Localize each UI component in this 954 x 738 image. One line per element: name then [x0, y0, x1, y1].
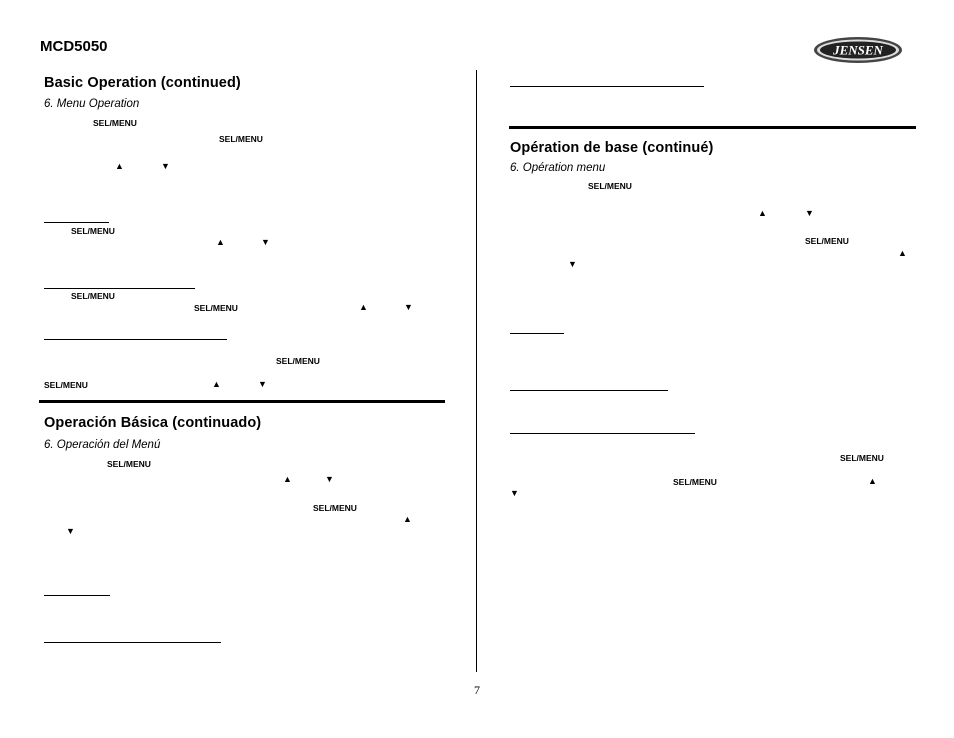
english-subtitle: 6. Menu Operation — [44, 98, 140, 110]
sel-menu-label: SEL/MENU — [107, 459, 151, 469]
down-arrow-icon: ▼ — [805, 208, 814, 218]
subsection-underline — [510, 86, 704, 87]
english-section-title: Basic Operation (continued) — [44, 75, 241, 91]
subsection-underline — [510, 433, 695, 434]
sel-menu-label: SEL/MENU — [71, 291, 115, 301]
down-arrow-icon: ▼ — [66, 526, 75, 536]
down-arrow-icon: ▼ — [161, 161, 170, 171]
logo-text: JENSEN — [833, 42, 883, 58]
down-arrow-icon: ▼ — [404, 302, 413, 312]
sel-menu-label: SEL/MENU — [840, 453, 884, 463]
subsection-underline — [44, 642, 221, 643]
up-arrow-icon: ▲ — [758, 208, 767, 218]
spanish-section-title: Operación Básica (continuado) — [44, 415, 262, 431]
subsection-underline — [44, 339, 227, 340]
spanish-subtitle: 6. Operación del Menú — [44, 439, 161, 451]
subsection-underline — [44, 288, 195, 289]
down-arrow-icon: ▼ — [510, 488, 519, 498]
page-number: 7 — [474, 683, 480, 697]
sel-menu-label: SEL/MENU — [673, 477, 717, 487]
jensen-logo — [813, 36, 903, 64]
up-arrow-icon: ▲ — [115, 161, 124, 171]
up-arrow-icon: ▲ — [283, 474, 292, 484]
down-arrow-icon: ▼ — [258, 379, 267, 389]
sel-menu-label: SEL/MENU — [805, 236, 849, 246]
subsection-underline — [510, 390, 668, 391]
french-subtitle: 6. Opération menu — [510, 162, 606, 174]
subsection-underline — [510, 333, 564, 334]
subsection-underline — [44, 595, 110, 596]
up-arrow-icon: ▲ — [898, 248, 907, 258]
up-arrow-icon: ▲ — [868, 476, 877, 486]
down-arrow-icon: ▼ — [261, 237, 270, 247]
up-arrow-icon: ▲ — [216, 237, 225, 247]
sel-menu-label: SEL/MENU — [93, 118, 137, 128]
down-arrow-icon: ▼ — [325, 474, 334, 484]
subsection-underline — [44, 222, 109, 223]
sel-menu-label: SEL/MENU — [219, 134, 263, 144]
down-arrow-icon: ▼ — [568, 259, 577, 269]
up-arrow-icon: ▲ — [212, 379, 221, 389]
sel-menu-label: SEL/MENU — [276, 356, 320, 366]
up-arrow-icon: ▲ — [403, 514, 412, 524]
column-divider — [476, 70, 477, 672]
sel-menu-label: SEL/MENU — [71, 226, 115, 236]
section-separator — [39, 400, 445, 403]
up-arrow-icon: ▲ — [359, 302, 368, 312]
sel-menu-label: SEL/MENU — [194, 303, 238, 313]
sel-menu-label: SEL/MENU — [313, 503, 357, 513]
french-section-title: Opération de base (continué) — [510, 140, 714, 156]
sel-menu-label: SEL/MENU — [44, 380, 88, 390]
sel-menu-label: SEL/MENU — [588, 181, 632, 191]
model-number: MCD5050 — [40, 38, 108, 55]
section-separator — [509, 126, 916, 129]
